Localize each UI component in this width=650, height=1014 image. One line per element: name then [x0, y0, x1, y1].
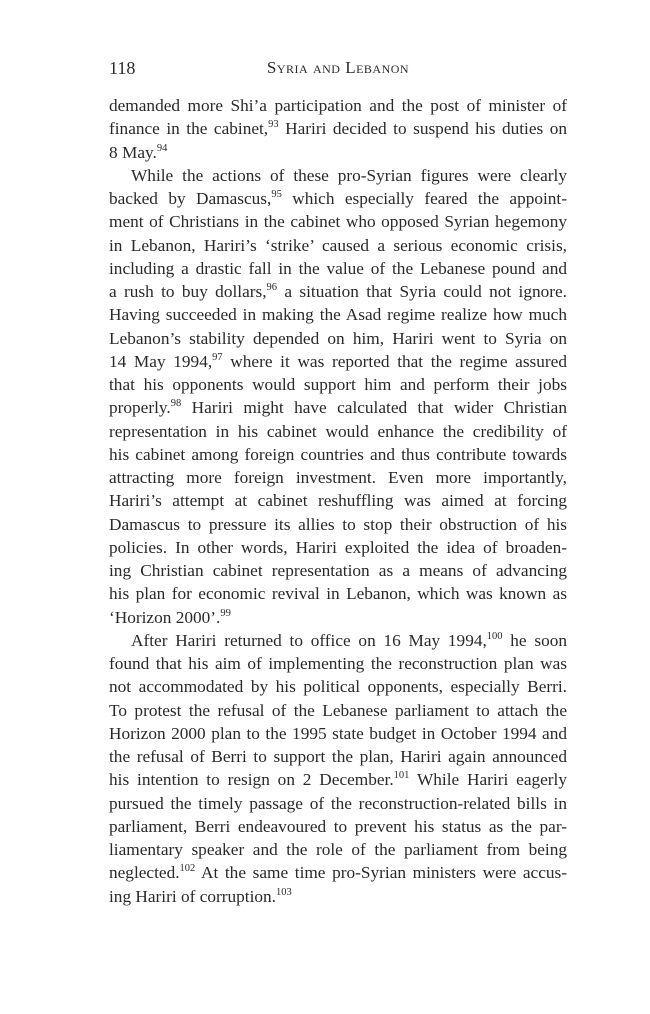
text-line	[109, 373, 567, 396]
text-run: demanded more Shi’a participation and the post of minister of	[109, 96, 567, 115]
text-run: Hariri’s attempt at cabinet reshuffling was aimed at forcing	[109, 491, 567, 511]
text-line	[109, 466, 567, 489]
footnote-marker: 100	[486, 630, 503, 642]
text-line	[109, 117, 567, 140]
text-run: his cabinet among foreign countries and thus contribute towards	[109, 444, 567, 464]
text-run: While the actions of these pro-Syrian figures were clearly	[131, 165, 567, 185]
footnote-marker: 97	[212, 351, 223, 363]
text-line	[109, 489, 567, 512]
text-run: ‘Horizon 2000’.	[109, 607, 221, 627]
text-run: Hariri decided to suspend his duties on	[278, 119, 568, 139]
text-run: a situation that Syria could not ignore.	[277, 282, 567, 301]
text-run: parliament, Berri endeavoured to prevent his status as the par-	[109, 816, 567, 836]
text-line	[109, 420, 567, 443]
text-line	[109, 629, 567, 652]
text-run: a rush to buy dollars,	[109, 282, 267, 301]
text-run: his intention to resign on 2 December.	[109, 770, 394, 790]
text-run: not accommodated by his political opponents, especially Berri.	[109, 677, 567, 697]
text-line	[109, 536, 567, 559]
text-run: To protest the refusal of the Lebanese parliament to attach the	[109, 700, 567, 720]
text-run: where it was reported that the regime assured	[222, 351, 567, 371]
text-run: Damascus to pressure its allies to stop their obstruction of his	[109, 514, 567, 534]
text-run: attracting more foreign investment. Even more importantly,	[109, 468, 567, 487]
text-line	[109, 838, 567, 861]
page-number: 118	[109, 58, 136, 78]
text-run: 8 May.	[109, 142, 157, 162]
text-line	[109, 861, 567, 884]
text-run: ment of Christians in the cabinet who opposed Syrian hegemony	[109, 212, 567, 232]
text-run: liamentary speaker and the role of the parliament from being	[109, 840, 567, 859]
text-run: the refusal of Berri to support the plan, Hariri again announced	[109, 747, 567, 766]
text-line	[109, 257, 567, 280]
text-run: finance in the cabinet,	[109, 119, 269, 139]
text-line	[109, 582, 567, 605]
footnote-marker: 101	[393, 770, 410, 782]
text-run: neglected.	[109, 863, 180, 883]
text-run: representation in his cabinet would enhance the credibility of	[109, 421, 567, 441]
text-line	[109, 606, 567, 629]
text-line	[109, 745, 567, 768]
text-run: which especially feared the appoint-	[281, 189, 567, 208]
text-run: that his opponents would support him and perform their jobs	[109, 375, 567, 394]
text-line	[109, 559, 567, 582]
text-run: pursued the timely passage of the reconstruction-related bills in	[109, 793, 567, 813]
footnote-marker: 98	[170, 398, 182, 410]
text-line	[109, 815, 567, 838]
text-line	[109, 443, 567, 466]
footnote-marker: 93	[268, 119, 279, 131]
text-line	[109, 327, 567, 350]
text-run: in Lebanon, Hariri’s ‘strike’ caused a serious economic crisis,	[109, 235, 567, 255]
text-run: While Hariri eagerly	[409, 770, 567, 790]
text-line	[109, 513, 567, 536]
text-run: Lebanon’s stability depended on him, Hariri went to Syria on	[109, 328, 567, 348]
text-line	[109, 280, 567, 303]
text-run: 14 May 1994,	[109, 351, 213, 371]
text-line	[109, 141, 567, 164]
text-line	[109, 350, 567, 373]
body-text	[109, 94, 567, 908]
text-line	[109, 675, 567, 698]
text-run: properly.	[109, 398, 171, 418]
text-line	[109, 303, 567, 326]
text-line	[109, 768, 567, 791]
text-line	[109, 210, 567, 233]
text-line	[109, 792, 567, 815]
text-run: Having succeeded in making the Asad regime realize how much	[109, 305, 567, 325]
running-head	[109, 58, 567, 82]
text-run: backed by Damascus,	[109, 189, 272, 208]
text-line	[109, 187, 567, 210]
text-line	[109, 396, 567, 419]
text-run: policies. In other words, Hariri exploited the idea of broaden-	[109, 537, 567, 557]
text-line	[109, 885, 567, 908]
footnote-marker: 102	[179, 863, 196, 875]
text-run: ing Christian cabinet representation as a means of advancing	[109, 561, 567, 580]
text-line	[109, 94, 567, 117]
footnote-marker: 94	[156, 142, 168, 154]
text-line	[109, 652, 567, 675]
footnote-marker: 99	[220, 607, 231, 619]
text-run: found that his aim of implementing the reconstruction plan was	[109, 654, 567, 673]
text-run: After Hariri returned to office on 16 May 1994,	[131, 630, 487, 650]
text-run: At the same time pro-Syrian ministers were accus-	[195, 863, 567, 883]
text-line	[109, 234, 567, 257]
text-run: his plan for economic revival in Lebanon, which was known as	[109, 584, 567, 604]
text-line	[109, 699, 567, 722]
running-title: Syria and Lebanon	[266, 58, 410, 77]
text-line	[109, 722, 567, 745]
footnote-marker: 96	[266, 282, 278, 293]
text-run: ing Hariri of corruption.	[109, 886, 277, 906]
footnote-marker: 95	[271, 189, 282, 200]
footnote-marker: 103	[276, 886, 292, 898]
text-line	[109, 164, 567, 187]
text-run: Hariri might have calculated that wider Christian	[181, 398, 567, 418]
text-run: he soon	[502, 630, 567, 650]
text-run: including a drastic fall in the value of the Lebanese pound and	[109, 258, 567, 278]
text-run: Horizon 2000 plan to the 1995 state budget in October 1994 and	[109, 723, 567, 743]
